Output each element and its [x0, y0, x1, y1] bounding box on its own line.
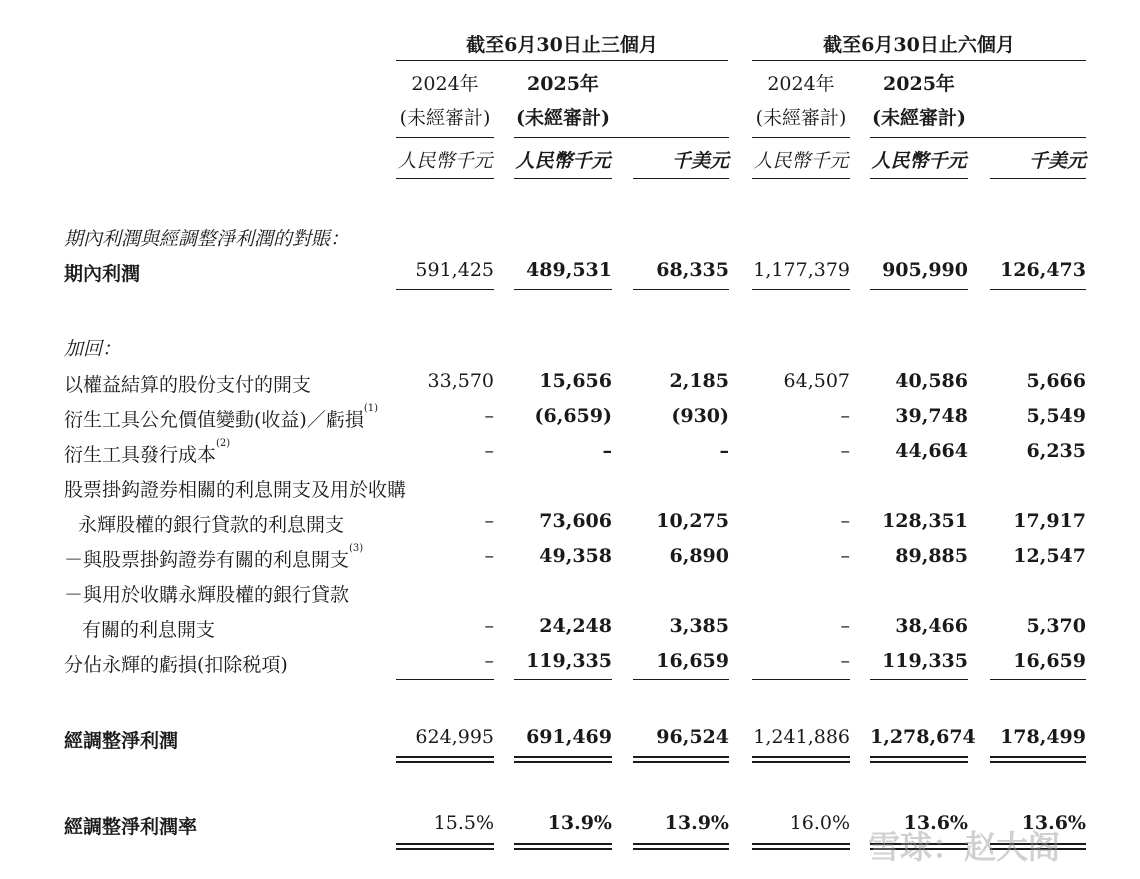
- column-year: 2024年: [411, 73, 479, 95]
- group-header-three-months: 截至6月30日止三個月: [466, 34, 658, 56]
- row-value: –: [840, 650, 850, 672]
- row-value: 33,570: [427, 370, 494, 392]
- profit-underline: [633, 289, 729, 290]
- row-value: 5,370: [1026, 615, 1086, 637]
- row-value: 38,466: [895, 615, 968, 637]
- adjusted-net-profit-label: 經調整淨利潤: [64, 730, 179, 752]
- adjusted-margin-value: 13.6%: [1021, 812, 1086, 834]
- row-value: –: [484, 510, 494, 532]
- profit-underline: [514, 289, 612, 290]
- group-header-rule: [752, 60, 1086, 61]
- column-unit-rule: [633, 178, 729, 179]
- subtotal-rule: [396, 679, 494, 680]
- column-year-rule: [396, 137, 494, 138]
- profit-value: 905,990: [882, 259, 968, 281]
- column-unit: 人民幣千元: [515, 150, 611, 172]
- total-double-rule: [633, 843, 729, 850]
- row-label-text: －與股票掛鈎證券有關的利息開支: [64, 549, 350, 571]
- column-unit-rule: [990, 178, 1086, 179]
- subtotal-rule: [990, 679, 1086, 680]
- row-value: 89,885: [895, 545, 968, 567]
- addback-title: 加回：: [64, 338, 122, 360]
- row-value: 40,586: [895, 370, 968, 392]
- column-audit-status: (未經審計): [872, 107, 966, 129]
- row-value: 73,606: [539, 510, 612, 532]
- row-value: 128,351: [882, 510, 968, 532]
- total-double-rule: [870, 756, 968, 763]
- row-value: –: [840, 440, 850, 462]
- row-value: –: [602, 440, 612, 462]
- row-label: [64, 580, 349, 607]
- column-year-rule: [752, 137, 850, 138]
- row-label-text: 有關的利息開支: [82, 619, 216, 641]
- row-label-text: 股票掛鈎證券相關的利息開支及用於收購: [64, 479, 407, 501]
- column-unit: 人民幣千元: [753, 150, 849, 172]
- row-label: [64, 650, 288, 677]
- adjusted-net-profit-value: 624,995: [415, 726, 494, 748]
- column-audit-status: (未經審計): [399, 107, 491, 129]
- row-label: [64, 475, 406, 502]
- column-unit: 千美元: [1028, 150, 1086, 172]
- column-unit: 千美元: [671, 150, 729, 172]
- column-year-rule: [514, 137, 729, 138]
- column-audit-status: (未經審計): [516, 107, 610, 129]
- watermark: 雪球：赵大阁: [868, 828, 1061, 866]
- row-label: [78, 510, 344, 537]
- group-header-six-months: 截至6月30日止六個月: [823, 34, 1015, 56]
- column-unit: 人民幣千元: [397, 150, 493, 172]
- adjusted-net-profit-value: 96,524: [656, 726, 729, 748]
- profit-value: 126,473: [1000, 259, 1086, 281]
- total-double-rule: [752, 843, 850, 850]
- row-label: [64, 440, 230, 467]
- profit-underline: [990, 289, 1086, 290]
- row-value: –: [484, 615, 494, 637]
- adjusted-margin-value: 13.9%: [547, 812, 612, 834]
- profit-label: 期內利潤: [64, 263, 141, 285]
- row-value: 64,507: [783, 370, 850, 392]
- row-value: 5,666: [1026, 370, 1086, 392]
- row-value: 6,890: [669, 545, 729, 567]
- row-value: –: [484, 440, 494, 462]
- row-value: –: [484, 545, 494, 567]
- row-value: –: [719, 440, 729, 462]
- profit-value: 68,335: [656, 259, 729, 281]
- row-value: –: [840, 545, 850, 567]
- subtotal-rule: [514, 679, 612, 680]
- row-footnote-ref: (3): [349, 543, 364, 554]
- total-double-rule: [514, 756, 612, 763]
- adjusted-margin-value: 15.5%: [433, 812, 494, 834]
- subtotal-rule: [752, 679, 850, 680]
- row-label-text: 以權益結算的股份支付的開支: [64, 374, 312, 396]
- column-unit-rule: [752, 178, 850, 179]
- row-value: 17,917: [1013, 510, 1086, 532]
- row-value: 44,664: [895, 440, 968, 462]
- group-header-rule: [396, 60, 728, 61]
- subtotal-rule: [870, 679, 968, 680]
- total-double-rule: [514, 843, 612, 850]
- row-value: –: [840, 510, 850, 532]
- column-unit-rule: [396, 178, 494, 179]
- row-value: 16,659: [656, 650, 729, 672]
- column-year: 2024年: [767, 73, 835, 95]
- total-double-rule: [990, 756, 1086, 763]
- profit-underline: [396, 289, 494, 290]
- row-value: 5,549: [1026, 405, 1086, 427]
- adjusted-net-profit-value: 1,241,886: [753, 726, 850, 748]
- total-double-rule: [752, 756, 850, 763]
- row-value: (6,659): [534, 405, 612, 427]
- row-value: –: [484, 650, 494, 672]
- row-value: 119,335: [882, 650, 968, 672]
- profit-underline: [870, 289, 968, 290]
- row-value: 39,748: [895, 405, 968, 427]
- row-value: 16,659: [1013, 650, 1086, 672]
- row-label: [64, 405, 378, 432]
- total-double-rule: [396, 756, 494, 763]
- row-value: 12,547: [1013, 545, 1086, 567]
- row-value: 2,185: [669, 370, 729, 392]
- row-value: –: [840, 405, 850, 427]
- total-double-rule: [633, 756, 729, 763]
- column-unit-rule: [870, 178, 968, 179]
- row-label-text: －與用於收購永輝股權的銀行貸款: [64, 584, 350, 606]
- adjusted-net-profit-value: 691,469: [526, 726, 612, 748]
- total-double-rule: [396, 843, 494, 850]
- profit-value: 591,425: [415, 259, 494, 281]
- row-value: 24,248: [539, 615, 612, 637]
- row-label-text: 衍生工具公允價值變動(收益)／虧損: [64, 409, 364, 431]
- row-label-text: 分佔永輝的虧損(扣除税項): [64, 654, 288, 676]
- adjusted-net-profit-value: 1,278,674: [870, 726, 976, 748]
- row-value: 3,385: [669, 615, 729, 637]
- profit-value: 1,177,379: [753, 259, 850, 281]
- column-year: 2025年: [883, 73, 955, 95]
- row-footnote-ref: (1): [363, 403, 378, 414]
- subtotal-rule: [633, 679, 729, 680]
- adjusted-margin-label: 經調整淨利潤率: [64, 816, 198, 838]
- row-footnote-ref: (2): [216, 438, 231, 449]
- adjusted-margin-value: 13.6%: [903, 812, 968, 834]
- row-value: 15,656: [539, 370, 612, 392]
- section-title-reconciliation: 期內利潤與經調整淨利潤的對賬：: [64, 228, 350, 250]
- row-value: 119,335: [526, 650, 612, 672]
- adjusted-net-profit-value: 178,499: [1000, 726, 1086, 748]
- row-label: [82, 615, 215, 642]
- row-label: [64, 370, 311, 397]
- row-value: 10,275: [656, 510, 729, 532]
- row-value: 49,358: [539, 545, 612, 567]
- adjusted-margin-value: 13.9%: [664, 812, 729, 834]
- column-unit-rule: [514, 178, 612, 179]
- row-label: [64, 545, 363, 572]
- column-unit: 人民幣千元: [871, 150, 967, 172]
- row-label-text: 衍生工具發行成本: [64, 444, 217, 466]
- row-value: –: [484, 405, 494, 427]
- column-audit-status: (未經審計): [755, 107, 847, 129]
- row-value: 6,235: [1026, 440, 1086, 462]
- row-value: (930): [671, 405, 729, 427]
- profit-value: 489,531: [526, 259, 612, 281]
- row-value: –: [840, 615, 850, 637]
- column-year: 2025年: [527, 73, 599, 95]
- column-year-rule: [870, 137, 1086, 138]
- row-label-text: 永輝股權的銀行貸款的利息開支: [78, 514, 345, 536]
- adjusted-margin-value: 16.0%: [789, 812, 850, 834]
- profit-underline: [752, 289, 850, 290]
